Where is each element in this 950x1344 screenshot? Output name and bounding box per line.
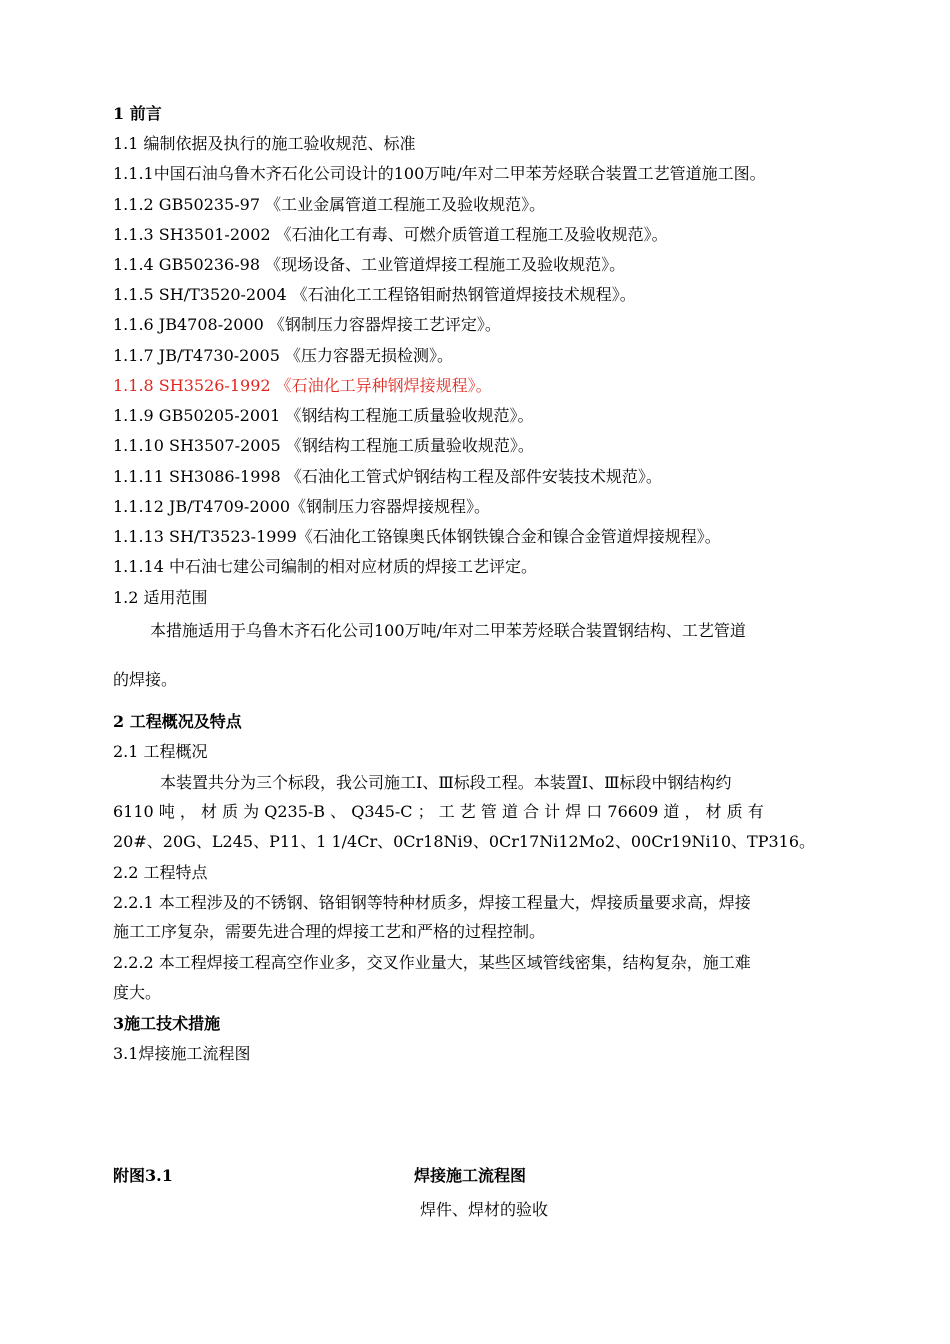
flowchart-step: 焊件、焊材的验收 bbox=[420, 1200, 549, 1219]
scope-paragraph-line: 的焊接。 bbox=[113, 670, 178, 689]
reference-item-highlighted: 1.1.8 SH3526-1992 《石油化工异种钢焊接规程》。 bbox=[113, 376, 492, 395]
figure-title: 焊接施工流程图 bbox=[414, 1166, 527, 1185]
features-paragraph-line: 2.2.1 本工程涉及的不锈钢、铬钼钢等特种材质多，焊接工程量大，焊接质量要求高，焊接 bbox=[113, 893, 751, 912]
reference-item: 1.1.3 SH3501-2002 《石油化工有毒、可燃介质管道工程施工及验收规范》。 bbox=[113, 225, 668, 244]
features-paragraph-line: 施工工序复杂，需要先进合理的焊接工艺和严格的过程控制。 bbox=[113, 922, 546, 941]
reference-item: 1.1.5 SH/T3520-2004 《石油化工工程铬钼耐热钢管道焊接技术规程》。 bbox=[113, 285, 636, 304]
reference-item: 1.1.12 JB/T4709-2000《钢制压力容器焊接规程》。 bbox=[113, 497, 491, 516]
reference-item: 1.1.14 中石油七建公司编制的相对应材质的焊接工艺评定。 bbox=[113, 557, 537, 576]
overview-paragraph-line: 本装置共分为三个标段，我公司施工Ⅰ、Ⅲ标段工程。本装置Ⅰ、Ⅲ标段中钢结构约 bbox=[160, 773, 732, 792]
section-2-1-heading: 2.1 工程概况 bbox=[113, 742, 208, 761]
overview-paragraph-line: 20#、20G、L245、P11、1 1/4Cr、0Cr18Ni9、0Cr17Ni12Mo2、00Cr19Ni10、TP316。 bbox=[113, 832, 815, 851]
reference-item: 1.1.13 SH/T3523-1999《石油化工铬镍奥氏体钢铁镍合金和镍合金管道焊接规程》。 bbox=[113, 527, 721, 546]
reference-item: 1.1.1中国石油乌鲁木齐石化公司设计的100万吨/年对二甲苯芳烃联合装置工艺管道施工图。 bbox=[113, 164, 766, 183]
section-2-heading: 2 工程概况及特点 bbox=[113, 712, 242, 731]
section-3-1-heading: 3.1焊接施工流程图 bbox=[113, 1044, 251, 1063]
reference-item: 1.1.7 JB/T4730-2005 《压力容器无损检测》。 bbox=[113, 346, 453, 365]
reference-item: 1.1.11 SH3086-1998 《石油化工管式炉钢结构工程及部件安装技术规范》。 bbox=[113, 467, 662, 486]
features-paragraph-line: 2.2.2 本工程焊接工程高空作业多，交叉作业量大，某些区域管线密集，结构复杂，施工难 bbox=[113, 953, 751, 972]
reference-item: 1.1.10 SH3507-2005 《钢结构工程施工质量验收规范》。 bbox=[113, 436, 534, 455]
scope-paragraph-line: 本措施适用于乌鲁木齐石化公司100万吨/年对二甲苯芳烃联合装置钢结构、工艺管道 bbox=[150, 621, 746, 640]
features-paragraph-line: 度大。 bbox=[113, 983, 162, 1002]
reference-item: 1.1.6 JB4708-2000 《钢制压力容器焊接工艺评定》。 bbox=[113, 315, 501, 334]
section-1-1-heading: 1.1 编制依据及执行的施工验收规范、标准 bbox=[113, 134, 416, 153]
section-1-heading: 1 前言 bbox=[113, 104, 162, 123]
overview-paragraph-line: 6110 吨 ， 材 质 为 Q235-B 、 Q345-C ； 工 艺 管 道 合 计 焊 口 76609 道 ， 材 质 有 bbox=[113, 802, 764, 821]
section-1-2-heading: 1.2 适用范围 bbox=[113, 588, 208, 607]
section-2-2-heading: 2.2 工程特点 bbox=[113, 863, 208, 882]
reference-item: 1.1.2 GB50235-97 《工业金属管道工程施工及验收规范》。 bbox=[113, 195, 546, 214]
section-3-heading: 3施工技术措施 bbox=[113, 1014, 221, 1033]
figure-label: 附图3.1 bbox=[113, 1166, 173, 1185]
reference-item: 1.1.4 GB50236-98 《现场设备、工业管道焊接工程施工及验收规范》。 bbox=[113, 255, 626, 274]
reference-item: 1.1.9 GB50205-2001 《钢结构工程施工质量验收规范》。 bbox=[113, 406, 534, 425]
